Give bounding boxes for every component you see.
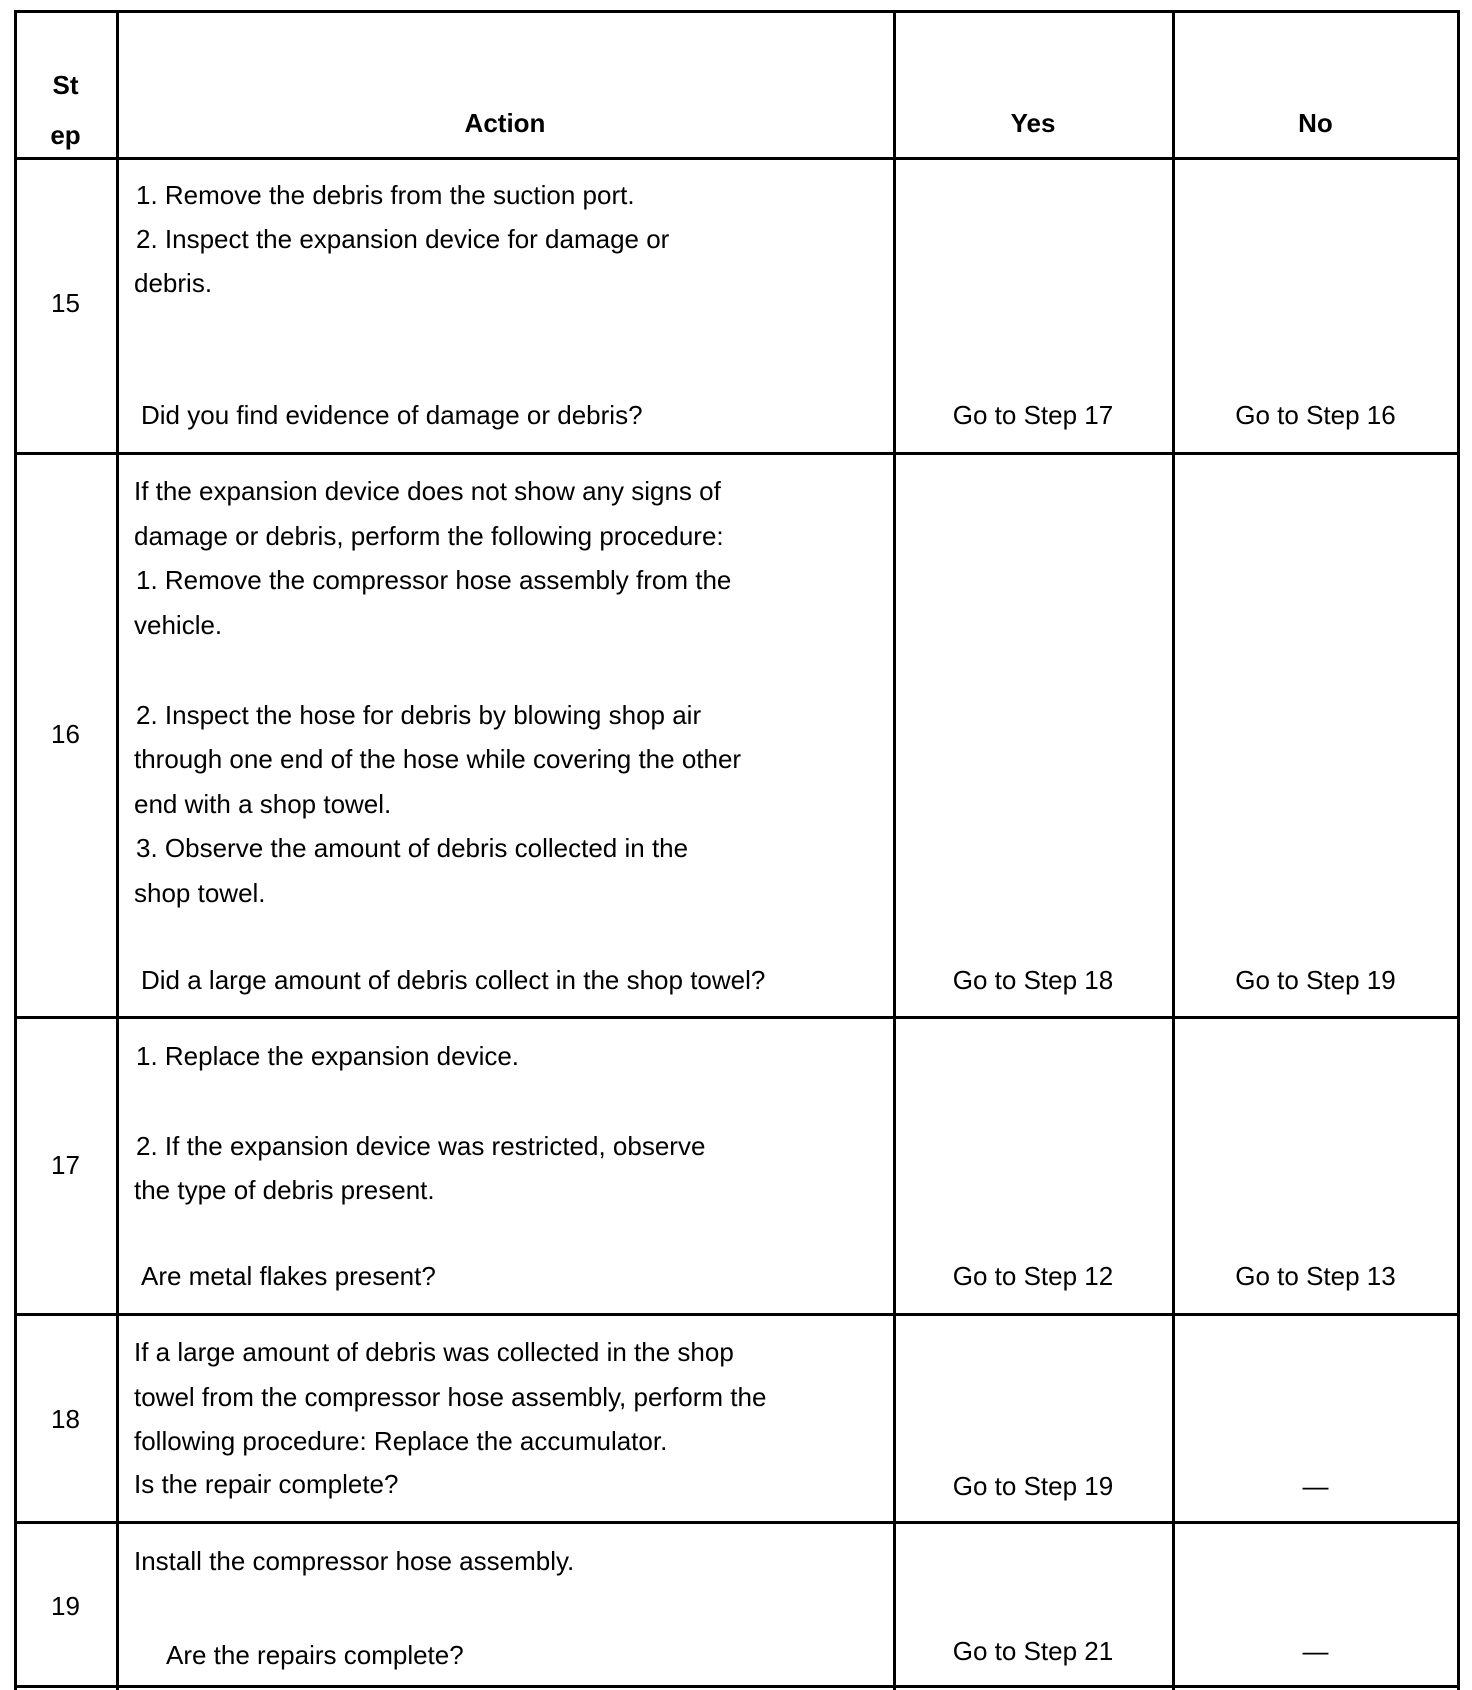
action-line: 2. If the expansion device was restricted, observe bbox=[136, 1131, 706, 1161]
row-divider bbox=[14, 1313, 1460, 1316]
action-line: 3. Observe the amount of debris collected in the bbox=[136, 833, 689, 863]
yes-cell: Go to Step 19 bbox=[952, 1471, 1114, 1501]
action-line: towel from the compressor hose assembly, perform the bbox=[134, 1382, 767, 1412]
action-line: 2. Inspect the hose for debris by blowing shop air bbox=[136, 700, 702, 730]
step-number: 15 bbox=[51, 288, 80, 318]
no-cell: Go to Step 13 bbox=[1235, 1261, 1396, 1291]
action-line: If a large amount of debris was collected in the shop bbox=[134, 1337, 734, 1367]
action-line: following procedure: Replace the accumulator. bbox=[134, 1426, 668, 1456]
action-line: 1. Replace the expansion device. bbox=[136, 1041, 520, 1071]
step-number: 17 bbox=[51, 1150, 80, 1180]
row-divider bbox=[14, 157, 1460, 160]
action-line: shop towel. bbox=[134, 878, 266, 908]
action-question: Is the repair complete? bbox=[134, 1469, 399, 1499]
action-line: 2. Inspect the expansion device for damage or bbox=[136, 224, 670, 254]
action-question: Are the repairs complete? bbox=[166, 1640, 464, 1670]
yes-cell: Go to Step 18 bbox=[952, 965, 1114, 995]
table-border-right bbox=[1457, 10, 1460, 1690]
action-line: the type of debris present. bbox=[134, 1175, 435, 1205]
column-divider bbox=[893, 10, 896, 1690]
header-yes: Yes bbox=[1010, 108, 1056, 138]
no-cell: — bbox=[1302, 1636, 1329, 1666]
header-step bbox=[14, 70, 117, 150]
column-divider bbox=[116, 10, 119, 1690]
action-line: through one end of the hose while covering the other bbox=[134, 744, 742, 774]
action-line: vehicle. bbox=[134, 610, 223, 640]
column-divider bbox=[1172, 10, 1175, 1690]
action-line: 1. Remove the compressor hose assembly from the bbox=[136, 565, 732, 595]
yes-cell: Go to Step 17 bbox=[952, 400, 1114, 430]
no-cell: — bbox=[1302, 1471, 1329, 1501]
action-question: Did you find evidence of damage or debris? bbox=[141, 400, 643, 430]
row-divider bbox=[14, 1016, 1460, 1019]
row-divider bbox=[14, 452, 1460, 455]
action-question: Are metal flakes present? bbox=[141, 1261, 436, 1291]
action-line: debris. bbox=[134, 268, 213, 298]
action-line: 1. Remove the debris from the suction port. bbox=[136, 180, 635, 210]
step-number: 16 bbox=[51, 719, 80, 749]
step-number: 18 bbox=[51, 1404, 80, 1434]
yes-cell: Go to Step 12 bbox=[952, 1261, 1114, 1291]
action-line: damage or debris, perform the following procedure: bbox=[134, 521, 724, 551]
header-step-line1: St bbox=[52, 70, 79, 100]
table-border-left bbox=[14, 10, 17, 1690]
header-no: No bbox=[1298, 108, 1333, 138]
no-cell: Go to Step 19 bbox=[1235, 965, 1396, 995]
row-divider bbox=[14, 1521, 1460, 1524]
action-line: Install the compressor hose assembly. bbox=[134, 1546, 575, 1576]
step-number: 19 bbox=[51, 1591, 80, 1621]
yes-cell: Go to Step 21 bbox=[952, 1636, 1114, 1666]
header-step-line2: ep bbox=[50, 120, 81, 150]
no-cell: Go to Step 16 bbox=[1235, 400, 1396, 430]
header-action: Action bbox=[464, 108, 546, 138]
table-border-top bbox=[14, 10, 1460, 13]
action-line: If the expansion device does not show any signs of bbox=[134, 476, 721, 506]
action-question: Did a large amount of debris collect in the shop towel? bbox=[141, 965, 766, 995]
action-line: end with a shop towel. bbox=[134, 789, 392, 819]
